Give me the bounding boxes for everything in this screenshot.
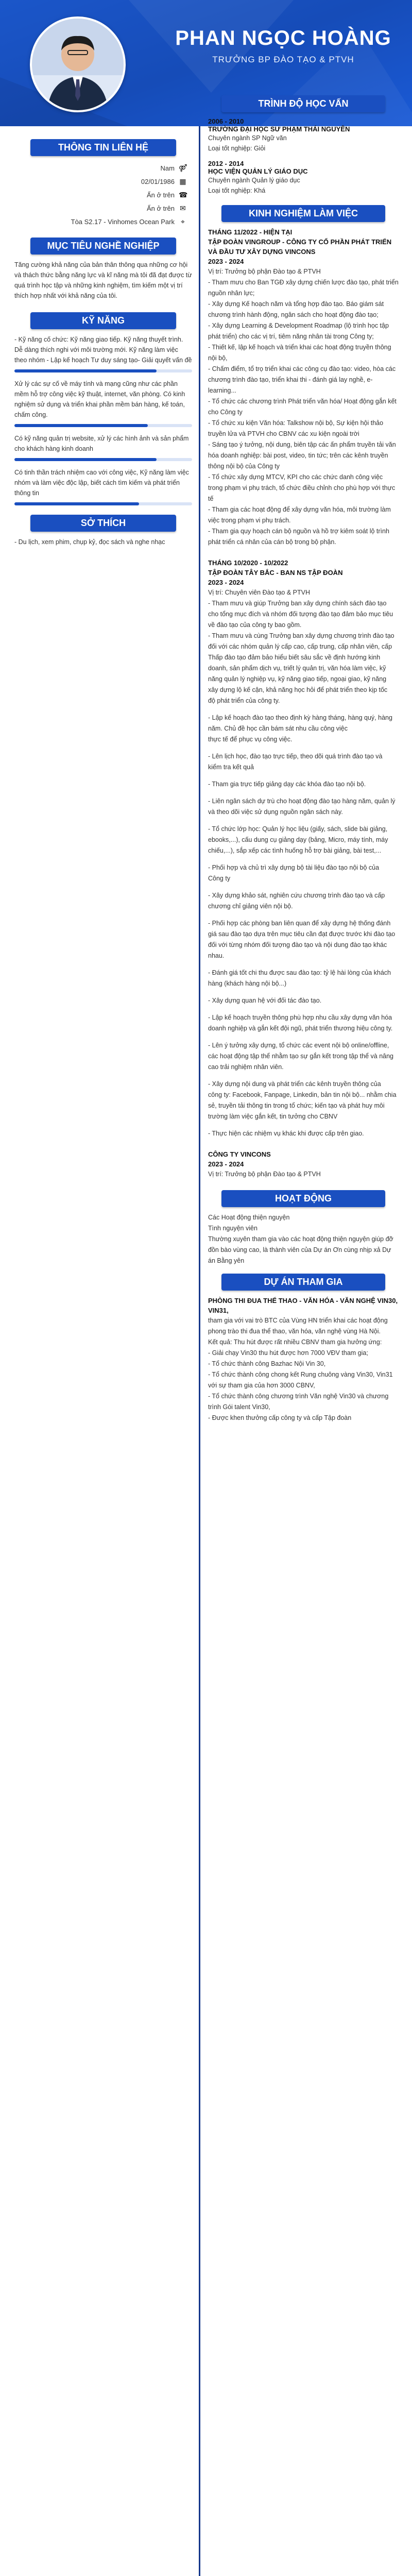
gender-icon: ⚤ <box>179 164 187 172</box>
profile-photo <box>30 16 126 112</box>
project-line: - Tổ chức thành công chương trình Văn nghệ Vin30 và chương trình Gói talent Vin30, <box>208 1393 389 1411</box>
job-line: - Lên lịch học, đào tạo trực tiếp, theo dõi quá trình đào tạo và <box>208 753 383 760</box>
job-entry <box>208 1149 399 1180</box>
phone-icon: ☎ <box>179 191 188 199</box>
project-title: PHÒNG THI ĐUA THỂ THAO - VĂN HÓA - VĂN NGHỆ VIN30, VIN31, <box>208 1297 398 1314</box>
job-line: xây dựng lộ kế cận, khả năng học hỏi để phát triển theo kịp tốc <box>208 686 388 693</box>
project-line: - Giải chạy Vin30 thu hút được hơn 7000 VĐV tham gia; <box>208 1349 368 1357</box>
activity-line: Các Hoạt động thiện nguyện <box>208 1214 290 1221</box>
projects-list <box>208 1296 399 1423</box>
skill-bar-track <box>14 369 192 372</box>
job-years: 2023 - 2024 <box>208 579 244 586</box>
job-line: - Xây dựng khảo sát, nghiên cứu chương trình đào tạo và cấp <box>208 892 385 899</box>
contact-gender: Nam ⚤ <box>160 164 187 172</box>
job-line: sẻ, truyền tải thông tin trong tổ chức; kiến tạo và phát huy môi <box>208 1102 385 1109</box>
contact-email: Ẩn ở trên ✉ <box>14 201 192 215</box>
job-years: 2023 - 2024 <box>208 1160 244 1168</box>
job-line: và theo dõi việc sử dụng nguồn ngân sách này. <box>208 808 343 816</box>
job-line: độ phát triển của công ty. <box>208 697 280 704</box>
location-icon: ⌖ <box>181 217 185 226</box>
job-line: - Tổ chức lớp học: Quản lý học liệu (giấy, sách, slide bài giảng, <box>208 825 388 833</box>
job-line: - Tham mưu và cùng Trưởng ban xây dựng chương trình đào tạo <box>208 632 394 639</box>
job-line: Vị trí: Chuyên viên Đào tạo & PTVH <box>208 589 311 596</box>
job-line: - Lập kế hoạch đào tạo theo định kỳ hàng tháng, hàng quý, hàng <box>208 714 392 721</box>
project-line: - Được khen thưởng cấp công ty và cấp Tập đoàn <box>208 1414 352 1421</box>
job-line: Vị trí: Trưởng bộ phận Đào tạo & PTVH <box>208 268 321 275</box>
job-entry <box>208 227 399 548</box>
contact-birthday: 02/01/1986 ▦ <box>141 177 186 185</box>
job-line: về đào tạo của công ty bao gồm. <box>208 621 302 629</box>
job-line: - Tham gia trực tiếp giảng dạy các khóa đào tạo nội bộ. <box>208 781 366 788</box>
column-divider <box>199 126 200 2576</box>
job-line: - Thiết kế, lập kế hoạch và triển khai các hoạt động truyền thông nội bộ, <box>208 344 391 362</box>
contact-phone: Ẩn ở trên ☎ <box>146 191 188 199</box>
job-line: thực tế để phục vụ công việc. <box>208 736 293 743</box>
job-line: - Tham mưu và giúp Trưởng ban xây dựng chính sách đào tạo <box>208 600 387 607</box>
job-line: đối với các nhóm quản lý cấp cao, cấp trung, cấp nhân viên, cấp <box>208 643 392 650</box>
job-line: - Tham mưu cho Ban TGĐ xây dựng chiến lược đào tạo, phát triển nguồn nhân lực; <box>208 279 399 297</box>
job-line: - Xây dựng Learning & Development Roadmap (lộ trình học tập phát triển) cho các vị trí, tiêm năng nhân tài trong Công ty; <box>208 322 389 340</box>
job-line: kiểm tra kết quả <box>208 764 254 771</box>
skill-text: - Kỹ năng cố chức: Kỹ năng giao tiếp. Kỹ năng thuyết trình. Dễ dàng thích nghi với môi trường mới. Kỹ năng làm việc theo nhóm - Lập kế hoạch Tư duy sáng tạo- Giải quyết vấn đề <box>14 336 192 364</box>
job-line: - Thực hiện các nhiệm vụ khác khi được cấp trên giao. <box>208 1130 364 1137</box>
skill-bar-track <box>14 458 192 461</box>
job-company: TẬP ĐOÀN TÂY BẮC - BAN NS TẬP ĐOÀN <box>208 569 343 577</box>
job-company: TẬP ĐOÀN VINGROUP - CÔNG TY CỔ PHẦN PHÁT TRIỂN VÀ ĐẦU TƯ XÂY DỰNG VINCONS <box>208 238 392 256</box>
skill-bar <box>14 369 157 372</box>
activities-heading: HOẠT ĐỘNG <box>221 1190 385 1207</box>
job-period: THÁNG 11/2022 - HIỆN TẠI <box>208 228 293 236</box>
objective-heading: MỤC TIÊU NGHỀ NGHIỆP <box>30 238 176 255</box>
job-line: - Liên ngân sách dự trù cho hoạt động đào tạo hàng năm, quản lý <box>208 798 396 805</box>
job-line: - Tổ chức xu kiện Văn hóa: Talkshow nội bộ, Sự kiện hội thảo truyền lửa và PTVH cho CBNV các xu kiện ngoài trời <box>208 419 384 437</box>
project-line: tham gia với vai trò BTC của Vùng HN triển khai các hoạt động phong trào thi đua thể thao, văn hóa, văn nghệ vùng Hà Nội. <box>208 1317 388 1335</box>
skill-bar-track <box>14 424 192 427</box>
right-column <box>208 95 399 1423</box>
job-line: - Phối hợp các phòng ban liên quan để xây dựng hệ thống đánh <box>208 920 391 927</box>
job-line: - Chấm điểm, tổ trọ triển khai các công cụ đào tạo: video, hòa các chương trình đào tạo, triển khai thi - đánh giá lay nghề, e-learning... <box>208 365 396 394</box>
education-heading: TRÌNH ĐỘ HỌC VẤN <box>221 95 385 112</box>
job-line: - Đánh giá tốt chi thu được sau đào tạo: tỷ lệ hài lòng của khách <box>208 969 391 976</box>
job-years: 2023 - 2024 <box>208 258 244 265</box>
job-line: - Lập kế hoạch truyền thông phù hợp nhu cầu xây dựng văn hóa <box>208 1014 392 1021</box>
experience-heading: KINH NGHIỆM LÀM VIỆC <box>221 205 385 222</box>
hobbies-heading: SỞ THÍCH <box>30 515 176 532</box>
project-line: - Tổ chức thành công Bazhac Nội Vin 30, <box>208 1360 326 1367</box>
job-line: giá sau đào tạo dựa trên mục tiêu cần đạt được trước khi đào tạo <box>208 930 396 938</box>
job-line: chiếu,...), sắp xếp các tình huống hỗ trợ bài giảng, bài test,... <box>208 847 382 854</box>
job-line: năm. Chủ đề học cần bám sát nhu cầu công việc <box>208 725 348 732</box>
candidate-title: TRƯỞNG BP ĐÀO TẠO & PTVH <box>212 55 354 64</box>
skill-bar <box>14 458 157 461</box>
job-line: công ty: Facebook, Fanpage, Linkedin, bản tin nội bộ... nhằm chia <box>208 1091 397 1098</box>
projects-heading: DỰ ÁN THAM GIA <box>221 1274 385 1291</box>
contact-list <box>14 161 192 228</box>
job-line: cho tổng mục đích và nhóm đối tượng đào tạo đảm bảo mục tiêu <box>208 611 393 618</box>
job-entry <box>208 558 399 1139</box>
job-line: - Tổ chức xây dựng MTCV, KPI cho các chức danh công việc trong phạm vi phụ trách, tổ chức điều chỉnh cho phù hợp với thực tế <box>208 473 396 502</box>
skill-text: Có tinh thần trách nhiệm cao với công việc, Kỹ năng làm việc nhóm và làm việc độc lập, biết cách tìm kiếm và phát triển thông tin <box>14 469 189 497</box>
job-line: - Xây dựng Kế hoạch năm và tổng hợp đào tạo. Báo giám sát chương trình hành động, ngân sách cho hoạt động đào tạo; <box>208 300 384 318</box>
job-line: doanh nghiệp và gắn kết đội ngũ, phát triển thương hiệu công ty. <box>208 1025 393 1032</box>
job-line: Công ty <box>208 875 231 882</box>
job-line: nhau. <box>208 952 225 959</box>
activities-list <box>208 1212 399 1266</box>
job-line: trường làm việc gắn kết, tin tưởng cho CBNV <box>208 1113 338 1120</box>
left-column <box>14 139 192 551</box>
job-line: chương chỉ giảng viên nội bộ. <box>208 903 293 910</box>
job-line: hàng (khách hàng nội bộ...) <box>208 980 287 987</box>
education-item: 2006 - 2010 TRƯỜNG ĐẠI HỌC SƯ PHẠM THÁI NGUYÊN Chuyên ngành SP Ngữ văn Loại tốt nghiệp: Giỏi <box>208 117 350 152</box>
job-company: CÔNG TY VINCONS <box>208 1150 271 1158</box>
job-line: doanh, sản phẩm dịch vụ, triết lý quản trị, văn hóa làm việc, kỹ <box>208 665 386 672</box>
activity-line: Thường xuyên tham gia vào các hoạt động thiện nguyện giúp đỡ đồn bào vùng cao, là thành viên của Dự án Ơn cùng nhịp xả Dự án Bằng yên <box>208 1235 393 1264</box>
job-line: năng quản lý nghiệp vụ, kỹ năng giao tiếp, ngoại giao, kỹ năng <box>208 675 387 683</box>
job-line: - Tổ chức các chương trình Phát triển văn hóa/ Hoạt động gắn kết cho Công ty <box>208 398 397 416</box>
contact-heading: THÔNG TIN LIÊN HỆ <box>30 139 176 156</box>
project-line: - Tổ chức thành công chong kết Rung chuông vàng Vin30, Vin31 với sự tham gia của hơn 3000 CBNV, <box>208 1371 393 1389</box>
skill-text: Có kỹ năng quản trị website, xử lý các hình ảnh và sản phẩm cho khách hàng kinh doanh <box>14 435 189 452</box>
skills-heading: KỸ NĂNG <box>30 312 176 329</box>
job-line: đối với từng nhóm đối tượng đào tạo và nội dung đào tạo khác <box>208 941 387 948</box>
job-line: cao trải nghiệm nhân viên. <box>208 1063 284 1071</box>
job-line: Vị trí: Trưởng bộ phận Đào tạo & PTVH <box>208 1171 321 1178</box>
job-line: - Sáng tạo ý tưởng, nội dung, biên tập các ấn phẩm truyền tải văn hóa doanh nghiệp: bài post, video, tin tức; trên các kênh truyền thông nội bộ của Công ty <box>208 441 396 470</box>
calendar-icon: ▦ <box>179 177 186 185</box>
job-line: các hoạt động tập thể nhằm tạo sự gắn kết trong tập thể và nâng <box>208 1053 394 1060</box>
job-line: ebooks,...), cấu dung cụ giảng dạy (bảng, Micro, máy tính, máy <box>208 836 388 843</box>
job-line: - Phối hợp và chủ trì xây dựng bộ tài liệu đào tạo nội bộ của <box>208 864 380 871</box>
candidate-name: PHAN NGỌC HOÀNG <box>175 27 391 49</box>
skills-list <box>14 334 192 505</box>
experience-list <box>208 227 399 1180</box>
skill-text: Xử lý các sự cố về máy tính và mạng cũng như các phần mềm hỗ trợ công việc kỹ thuật, internet, văn phòng. Có kinh nghiệm sử dụng và triển khai phần mềm bán hàng, kế toán, chấm công. <box>14 380 185 418</box>
job-line: - Lên ý tưởng xây dựng, tổ chức các event nội bộ online/offline, <box>208 1042 389 1049</box>
job-line: - Xây dựng nội dung và phát triển các kênh truyền thông của <box>208 1080 381 1088</box>
education-list <box>208 117 399 196</box>
job-period: THÁNG 10/2020 - 10/2022 <box>208 559 288 567</box>
activity-line: Tình nguyện viên <box>208 1225 258 1232</box>
mail-icon: ✉ <box>180 204 186 212</box>
skill-bar-track <box>14 502 192 505</box>
job-line: - Xây dựng quan hệ với đối tác đào tạo. <box>208 997 322 1004</box>
job-line: - Tham gia quy hoạch cán bộ nguồn và hồ trợ kiêm soát lộ trình phát triển cá nhân của cán bộ trong bộ phận. <box>208 528 389 546</box>
skill-bar <box>14 502 139 505</box>
job-line: Thấp đào tạo đảm bảo hiểu biết sâu sắc về định hướng kinh <box>208 654 381 661</box>
job-line: - Tham gia các hoạt động để xây dựng văn hóa, môi trường làm việc trong phạm vi phụ trách. <box>208 506 391 524</box>
education-item: 2012 - 2014 HỌC VIỆN QUẢN LÝ GIÁO DỤC Chuyên ngành Quản lý giáo dục Loại tốt nghiệp: Khá <box>208 160 308 194</box>
objective-text: Tăng cường khả năng của bản thân thông qua những cơ hội và thách thức bằng năng lực và kĩ năng mà tôi đã đạt được từ quá trình học tập và những kinh nghiệm, tìm kiếm một vị trí thích hợp nhất với khả năng của tôi. <box>14 261 192 299</box>
project-line: Kết quả: Thu hút được rất nhiều CBNV tham gia hưởng ứng: <box>208 1338 382 1346</box>
skill-bar <box>14 424 148 427</box>
contact-address: Tòa S2.17 - Vinhomes Ocean Park ⌖ <box>14 215 192 228</box>
hobbies-text: - Du lịch, xem phim, chụp kỷ, đọc sách và nghe nhạc <box>14 538 165 546</box>
